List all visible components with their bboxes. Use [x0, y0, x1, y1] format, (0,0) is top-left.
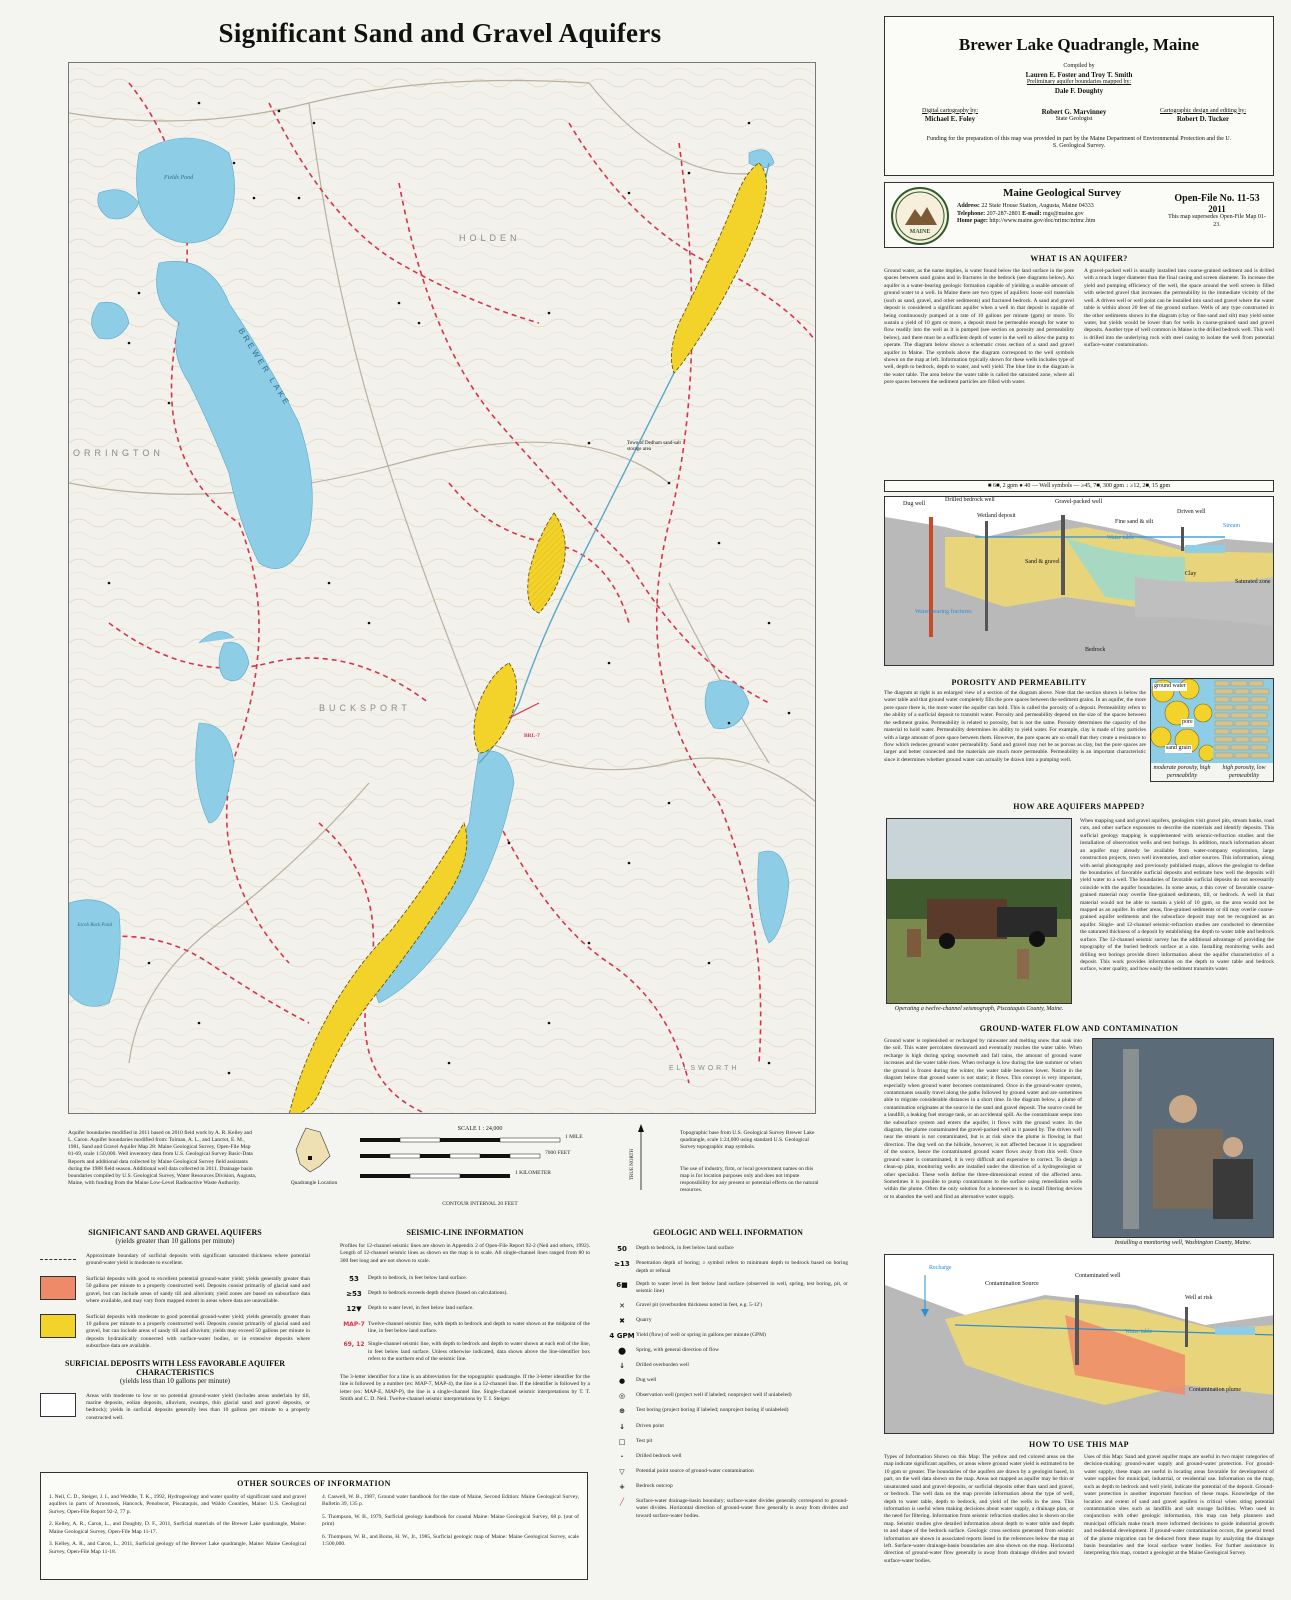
scale-feet: 7000 FEET: [545, 1150, 571, 1156]
reference-item: 2. Kelley, A. R., Caron, L., and Doughty, D. F., 2011, Surficial materials of the Brewer Lake quadrangle, Maine: Maine Geological Survey, Open-File Map 11-17.: [49, 1521, 306, 1535]
use-paragraph: Types of Information Shown on this Map: The yellow and red colored areas on the map indicate significant aquifers, or areas where ground water yield is estimated to be 10 gpm or greater. The boundaries of the aquifers are drawn by a geologist based, in part, on the well data shown on the map. Areas not mapped as aquifer may be thin or unsaturated sand and gravel deposits, or surficial deposits other than sand and gravel, or bedrock. The well data on the map provide information about the type of well, depth to water table, depth to bedrock, and yield of the wells in the area. This information is useful when making decisions about water supply, a drainage plan, or the need for filtering. Information from seismic refraction studies also is shown on the map. Seismic studies give detailed information about depth to water table and depth to and shape of the bedrock surface. Geologic cross sections generated from seismic information are shown in associated reports listed in the references below the map at left. Surface-water drainage-basin boundaries are also shown on the map. Horizontal direction of ground-water flow generally is away from drainage divides and toward surface-water bodies.: [884, 1454, 1074, 1564]
seismic-text: Depth to bedrock, in feet below land surface.: [368, 1275, 468, 1282]
legend-yellow-text: Surficial deposits with moderate to good potential ground-water yield; yields generally greater than 10 gallons per minute to a properly constructed well. Deposits consist primarily of glacial sand and gravel, but can include areas of sandy till and alluvium; yields may exceed 50 gallons per minute in deposits hydraulically connected with surface-water bodies, or in extensive deposits where subsurface data are available.: [86, 1313, 310, 1350]
carto-name: Robert D. Tucker: [1176, 115, 1230, 123]
survey-homepage[interactable]: http://www.maine.gov/doc/nrimc/nrimc.htm: [989, 218, 1096, 224]
label-ground-water: ground water: [1154, 683, 1186, 689]
digital-label: Digital cartography by:: [922, 107, 978, 114]
seismic-item: [340, 1305, 590, 1314]
fields-pond-label: Fields Pond: [164, 175, 194, 181]
aquifer-text: [884, 268, 1274, 387]
section-groundwater-flow: GROUND-WATER FLOW AND CONTAMINATION: [979, 1024, 1179, 1033]
geologic-text: Potential point source of ground-water contamination: [636, 1467, 754, 1474]
aquifer-map[interactable]: [68, 62, 816, 1114]
red-swatch: [40, 1276, 76, 1300]
contour-interval: CONTOUR INTERVAL 20 FEET: [442, 1200, 518, 1207]
title-block: [884, 16, 1274, 176]
geologic-symbol: ◎: [618, 1392, 626, 1401]
label-pore: pore: [1182, 719, 1193, 725]
how-to-use-text: [884, 1454, 1274, 1565]
survey-address: 22 State House Station, Augusta, Maine 04333: [981, 203, 1094, 209]
label-wetland: Wetland deposit: [977, 513, 1016, 519]
homepage-label: Home page:: [957, 218, 988, 224]
geologic-text: Depth to water level in feet below land surface (observed in well, spring, test boring, pit, or seismic line): [636, 1280, 848, 1295]
label-drilled-bedrock: Drilled bedrock well: [945, 497, 995, 503]
geologic-item: [608, 1347, 848, 1356]
email-label: E-mail:: [1022, 210, 1042, 217]
reference-item: 3. Kelley, A. R., and Caron, L., 2011, Surficial geology of the Brewer Lake quadrangle, Maine: Maine Geological Survey, Open-File Map 11-18.: [49, 1541, 306, 1555]
geologic-item: [608, 1438, 848, 1447]
scale-title: SCALE 1 : 24,000: [457, 1126, 503, 1132]
geologic-item: [608, 1245, 848, 1254]
legend-white-text: Areas with moderate to low or no potential ground-water yield (includes areas underlain by till, marine deposits, eolian deposits, alluvium, swamps, thin glacial sand and gravel deposits, or bedrock); yields in surficial deposits generally less than 10 gallons per minute to a properly constructed well.: [86, 1392, 310, 1421]
legend-less-title: SURFICIAL DEPOSITS WITH LESS FAVORABLE AQUIFER CHARACTERISTICS: [64, 1358, 286, 1377]
seismic-symbol: 53: [349, 1275, 359, 1284]
label-well-at-risk: Well at risk: [1185, 1295, 1213, 1301]
section-what-is-aquifer: WHAT IS AN AQUIFER?: [1030, 254, 1128, 263]
geologic-symbol: 50: [617, 1245, 627, 1253]
geologic-item: [608, 1281, 848, 1296]
geologic-symbol: ▽: [619, 1467, 625, 1476]
open-file-year: 2011: [1208, 204, 1226, 214]
geologic-item: [608, 1260, 848, 1275]
geologic-item: [608, 1392, 848, 1401]
quad-location-map: [286, 1126, 336, 1176]
survey-telephone: 207-287-2801: [986, 210, 1021, 217]
seismic-text: Depth to bedrock exceeds depth shown (based on calculations).: [368, 1290, 508, 1297]
seismic-note: The 3-letter identifier for a line is an abbreviation for the topographic quadrangle. If the 3-letter identifier for the line is followed by a number (ex: MAP-7, MAP-4), the line is a 12-channel line. If the identifier is followed by a letter (ex: MAP-E, MAP-P), the line is a single-channel line. Single-channel seismic interpretations by T. T. Smith and C. D. Neil. Twelve-channel seismic interpretations by T. I. Steiger.: [340, 1373, 590, 1402]
label-contaminated-well: Contaminated well: [1075, 1273, 1121, 1279]
section-how-mapped: HOW ARE AQUIFERS MAPPED?: [1013, 802, 1145, 811]
prelim-name: Dale F. Doughty: [1054, 86, 1104, 95]
geologic-symbol: ╱: [619, 1498, 625, 1506]
orrington-label: ORRINGTON: [73, 448, 164, 458]
reference-item: 5. Thompson, W. B., 1979, Surficial geology handbook for coastal Maine: Maine Geological Survey, 68 p. (out of print): [322, 1513, 579, 1528]
monitoring-well-photo: [1092, 1038, 1274, 1238]
label-dug-well: Dug well: [903, 501, 926, 507]
mapped-paragraph: When mapping sand and gravel aquifers, geologists visit gravel pits, stream banks, road cuts, and other surface exposures to describe the materials and identify deposits. This surficial geology mapping is supplemented with seismic-refraction studies and the installation of observation wells and test borings. In addition, much information about an aquifer may already be available from water-company exploration, large construction projects, town well inventories, and other sources. This information, along with aerial photography and previously published maps, allows the geologist to define the boundaries of favorable surficial deposits and estimate how well the deposits will yield water to a well. The boundaries of favorable surficial deposits do not necessarily coincide with the aquifer boundaries. In some areas, a thin cover of favorable coarse-grained material may overlie fine-grained sediments, till, or bedrock. A well in that material would not be able to sustain a yield of 10 gpm, so the area would not be mapped as an aquifer. In other areas, fine-grained sediments or till may overlie coarse-grained aquifer sediments and the subsurface deposit may not be recognized as an aquifer. Single- and 12-channel seismic-refraction studies are conducted to determine the saturated thickness of a deposit by establishing the depth to water table and bedrock surface. The 12-channel seismic survey has the additional advantage of providing the topography of the buried bedrock surface at a site. Installing monitoring wells and drilling test borings provide direct information about the aquifer characteristics of a deposit. This work provides information on the depth to water table and bedrock surface, water quality, and how easily the sediment transmits water.: [1080, 818, 1274, 973]
prelim-label: Preliminary aquifer boundaries mapped by:: [1026, 79, 1132, 86]
other-sources-title: OTHER SOURCES OF INFORMATION: [237, 1479, 391, 1488]
legend-yellow: [40, 1314, 310, 1351]
seismic-symbol: ≥53: [346, 1290, 362, 1299]
legend-title: SIGNIFICANT SAND AND GRAVEL AQUIFERS: [88, 1228, 262, 1237]
survey-seal: [891, 187, 949, 245]
topo-base-note: Topographic base from U.S. Geological Survey Brewer Lake quadrangle, scale 1:24,000 using standard U.S. Geological Survey topographic map symbols.: [680, 1130, 815, 1151]
seismic-intro: Profiles for 12-channel seismic lines are shown in Appendix 2 of Open-File Report 92-2 (Neil and others, 1992). Length of 12-channel seismic lines as shown on the map is to scale. All single-channel lines ranged from 80 to 300 feet long and are not shown to scale.: [340, 1243, 590, 1264]
label-contamination-source: Contamination Source: [985, 1281, 1039, 1287]
porosity-diagram: [1150, 678, 1274, 782]
geologic-text: Spring, with general direction of flow: [636, 1347, 720, 1354]
geologic-list: [608, 1245, 848, 1520]
aquifer-legend: [40, 1228, 310, 1430]
scale-km: 1 KILOMETER: [515, 1170, 551, 1176]
seismograph-photo: [886, 818, 1072, 1004]
geologic-symbol: 4 GPM: [609, 1331, 635, 1340]
geologic-text: Depth to bedrock, in feet below land surface: [636, 1245, 734, 1251]
geologic-symbol: ✕: [619, 1301, 625, 1310]
seismic-item: [340, 1321, 590, 1336]
reference-item: 1. Neil, C. D., Steiger, J. I., and Weddle, T. K., 1992, Hydrogeology and water quality of significant sand and gravel aquifers in parts of Aroostook, Hancock, Penobscot, Piscataquis, and Waldo Counties, Maine: U.S. Geological Survey, Open-File Report 92-2, 77 p.: [49, 1494, 306, 1515]
geologic-symbol: ⬤: [618, 1347, 626, 1356]
compiled-by-label: Compiled by: [1063, 63, 1095, 69]
geologic-text: Penetration depth of boring; ≥ symbol refers to minimum depth to bedrock based on boring depth or refusal: [636, 1260, 848, 1274]
geologic-symbol: ≥13: [614, 1260, 630, 1269]
seismic-symbol: MAP-7: [343, 1320, 365, 1328]
geologic-text: Dug well: [636, 1377, 657, 1384]
cross-section-diagram: [885, 497, 1274, 666]
survey-block: [884, 182, 1274, 248]
label-stream: Stream: [1223, 523, 1240, 529]
geologic-text: Test pit: [636, 1437, 653, 1444]
legend-boundary-text: Approximate boundary of surficial deposits with significant saturated thickness where potential ground-water yield is moderate to excellent.: [86, 1253, 310, 1267]
seismic-text: Depth to water level, in feet below land surface.: [368, 1305, 474, 1312]
label-water-table-2: Water table: [1125, 1329, 1153, 1335]
geologic-item: [608, 1332, 848, 1341]
boundary-swatch: [40, 1259, 76, 1260]
true-north-label: TRUE NORTH: [630, 1148, 635, 1180]
geologic-text: Driven point: [636, 1422, 664, 1429]
geologic-text: Observation well (project well if labeled; nonproject well if unlabeled): [636, 1392, 792, 1399]
geologic-item: [608, 1423, 848, 1432]
aquifer-paragraph: Ground water, as the name implies, is water found below the land surface in the pore spaces between sand grains and in fractures in the bedrock (see diagrams below). An aquifer is a water-bearing geologic formation capable of yielding a usable amount of ground water to a well. In Maine there are two types of aquifers: loose soil materials (such as sand, gravel, and other sediments) and fractured bedrock. A sand and gravel deposit is considered a significant aquifer when a well in that deposit is capable of being continuously pumped at a rate of 10 gallons per minute (gpm) or more. To sustain a yield of 10 gpm or more, a deposit must be permeable enough for water to flow readily into the well as it is pumped (see section on porosity and permeability below), and there must be a sufficient depth of water in the well to allow the pump to operate. The diagram below shows a schematic cross section of a sand and gravel aquifer in Maine. The symbols above the diagram correspond to the well symbols shown on the map at left. Information typically shown for these wells includes type of well, depth to bedrock, depth to water, and well yield. The blue line in the diagram is the water table. The area below the water table is called the saturated zone, where all pore spaces between the sediment particles are filled with water.: [884, 268, 1074, 386]
geologic-text: Yield (flow) of well or spring in gallons per minute (GPM): [636, 1331, 766, 1338]
legend-red: [40, 1276, 310, 1306]
legend-less-subtitle: (yields less than 10 gallons per minute): [119, 1376, 231, 1385]
label-recharge: Recharge: [929, 1265, 952, 1271]
scale-mile: 1 MILE: [565, 1134, 583, 1140]
contamination-svg: [885, 1255, 1274, 1434]
label-contamination-plume: Contamination plume: [1188, 1387, 1242, 1393]
ellsworth-label: ELLSWORTH: [669, 1065, 740, 1072]
geologic-text: Surface-water drainage-basin boundary; surface-water divides generally correspond to ground-water divides. Horizontal direction of ground-water flow generally is away from divides and toward surface-water bodies.: [636, 1498, 848, 1519]
quad-title: Brewer Lake Quadrangle, Maine: [958, 35, 1200, 54]
porosity-paragraph: The diagram at right is an enlarged view of a section of the diagram above. Note that the section shown is below the water table and that ground water completely fills the pore spaces between the sediment grains. In an aquifer, the more pore space there is, the more water the aquifer can hold. This is called the porosity of a deposit. Permeability refers to the ability of a surficial deposit to transmit water. Porosity and permeability depend on the size of the spaces between the sediment grains. Permeability is related to porosity, but is not the same. Porosity determines the capacity of the material to hold water. Permeability determines its ability to yield water. For example, clay is made of tiny particles with a large amount of pore space between them. However, the pore spaces are so small that they create a resistance to flow which reduces ground water permeability. Sand and gravel may not be as porous as clay, but the pore spaces are larger and better connected and the materials are much more permeable. Permeability is an important characteristic since it determines whether ground water can actually be drawn into a pumping well.: [884, 690, 1146, 763]
geologic-item: [608, 1302, 848, 1311]
seismic-label: BRL-7: [524, 733, 540, 739]
label-sand-gravel: Sand & gravel: [1025, 559, 1060, 565]
geologic-item: [608, 1468, 848, 1477]
supersedes-note: This map supersedes Open-File Map 01-23.: [1168, 214, 1266, 228]
reference-item: 6. Thompson, W. B., and Borns, H. W., Jr., 1985, Surficial geologic map of Maine: Maine Geological Survey, scale 1:500,000.: [322, 1533, 579, 1548]
seismic-item: [340, 1275, 590, 1284]
geologic-text: Test boring (project boring if labeled; nonproject boring if unlabeled): [636, 1407, 789, 1414]
aquifer-paragraph: A gravel-packed well is usually installed into coarse-grained sediment and is drilled with a much larger diameter than the final casing and screen diameter. To increase the yield and pumping efficiency of the well, the space around the well screen is filled with selected gravel that increases the permeability in the immediate vicinity of the well. A driven well or well point can be installed into sand and gravel where the water table is within about 20 feet of the ground surface. Wells of any type constructed in the other sediments shown in the diagram (clay or fine sand and silt) may yield some water, but yields would be lower than for wells in coarse-grained sand and gravel deposits. Another type of well common in Maine is the drilled bedrock well. This well is drilled into the underlying rock with steel casing to isolate the well from potential surface-water contamination.: [1084, 268, 1274, 349]
scale-bar: [360, 1126, 600, 1208]
holden-label: HOLDEN: [459, 233, 521, 243]
jacob-buck-label: Jacob Buck Pond: [77, 923, 112, 928]
geologic-item: [608, 1362, 848, 1371]
photo1-caption: Operating a twelve-channel seismograph, Piscataquis County, Maine.: [894, 1006, 1064, 1012]
section-how-to-use: HOW TO USE THIS MAP: [1029, 1440, 1129, 1449]
seismic-symbol: 69, 12: [343, 1341, 365, 1349]
reference-item: 4. Caswell, W. B., 1987, Ground water handbook for the state of Maine, Second Edition: Maine Geological Survey, Bulletin 39, 135 p.: [322, 1494, 579, 1508]
open-file-number: Open-File No. 11-53: [1174, 193, 1260, 204]
bucksport-label: BUCKSPORT: [319, 703, 411, 713]
survey-email[interactable]: mgs@maine.gov: [1042, 210, 1084, 217]
geologic-item: [608, 1407, 848, 1416]
geologic-symbol: ·: [620, 1452, 624, 1461]
legend-boundary: [40, 1253, 310, 1268]
label-bedrock: Bedrock: [1085, 647, 1106, 653]
label-clay: Clay: [1185, 571, 1197, 577]
label-driven-well: Driven well: [1177, 509, 1206, 515]
label-high: high porosity, low permeability: [1222, 765, 1266, 779]
yellow-swatch: [40, 1314, 76, 1338]
brewer-lake-label: BREWER LAKE: [236, 326, 293, 409]
legend-red-text: Surficial deposits with good to excellent potential ground-water yield; yields generally greater than 50 gallons per minute to a properly constructed well. Deposits consist primarily of glacial sand and gravel, but can include areas of sandy till and alluvium; yield zones are based on subsurface data where available, and may vary from mapped extent in areas where data are unavailable.: [86, 1275, 310, 1305]
geologic-symbol: +: [619, 1482, 625, 1491]
label-fine-sand: Fine sand & silt: [1115, 519, 1154, 525]
geologic-item: [608, 1453, 848, 1462]
geologic-text: Quarry: [636, 1316, 652, 1323]
geologic-item: [608, 1377, 848, 1386]
seismic-title: SEISMIC-LINE INFORMATION: [406, 1228, 524, 1237]
geologic-item: [608, 1483, 848, 1492]
map-canvas: [69, 63, 816, 1114]
geologic-text: Drilled overburden well: [636, 1362, 689, 1369]
seismic-legend: [340, 1228, 590, 1403]
legend-subtitle: (yields greater than 10 gallons per minute): [115, 1237, 235, 1245]
seismic-text: Twelve-channel seismic line, with depth to bedrock and depth to water shown at the midpoint of the line, in feet below land surface.: [368, 1320, 590, 1334]
flow-paragraph: Ground water is replenished or recharged by rainwater and melting snow that soak into the soil. This water percolates downward and eventually reaches the water table. When recharge is high during spring snowmelt and fall rains, the amount of ground water increases and the water table rises. When recharge is low during the late summer or when the ground is frozen during the winter, the water table becomes lower. Notice in the diagram below that ground water is not static; it flows. This concept is very important, especially when ground water becomes contaminated. Once in the ground-water system, contaminants usually travel along the paths followed by ground water and are sometimes able to migrate considerable distances in a short time. In the diagram below, a plume of contamination originates at the source in the sand and gravel deposit. The source could be a landfill, a leaking fuel storage tank, or an accidental spill. As the contaminant seeps into the subsurface system and enters the aquifer, it flows with the ground water. In the diagram, the plume contaminated the gravel-packed well as it passed by. The driven well near the stream is not contaminated, but is at risk since the plume is flowing in that direction. The dug well on the hillside, however, is not affected because it is upgradient of the source, hence the contaminated ground water flows away from this well. Once ground water is contaminated, it is very difficult and expensive to correct. To design a clean-up plan, monitoring wells are installed under the direction of a hydrogeologist or other specialist. These wells define the three-dimensional extent of the affected area. Sometimes it is possible to pump contaminants to the surface using remediation wells within the plume. Often the only solution for a homeowner is to install filtering devices or to abandon the well and find an alternative water supply.: [884, 1038, 1082, 1200]
address-label: Address:: [957, 203, 980, 209]
contamination-diagram: [884, 1254, 1274, 1434]
map-title: Significant Sand and Gravel Aquifers: [218, 18, 662, 48]
geologic-symbol: □: [618, 1437, 626, 1446]
map-credit-note: Aquifer boundaries modified in 2011 based on 2010 field work by A. R. Kelley and L. Caron. Aquifer boundaries modified from: Tolman, A. L., and Lanctot, E. M., 1981, Sand and Gravel Aquifer Map 28: Maine Geological Survey, Open-File Map 81-69, scale 1:50,000. Well inventory data from U.S. Geological Survey Basic-Data Reports and additional data collected by Maine Geological Survey field assistants during the 1988 field season. Additional well data collected in 2011. Drainage basin boundaries compiled by U.S. Geological Survey, Water Resources Division, Augusta, Maine, with funding from the Maine Low-Level Radioactive Waste Authority.: [68, 1130, 257, 1186]
geologist-title: State Geologist: [1055, 116, 1093, 123]
label-water-fractures: Water-bearing fractures: [915, 609, 972, 615]
other-sources-box: [40, 1472, 588, 1580]
funding-note: Funding for the preparation of this map was provided in part by the Maine Department of Environmental Protection and the U. S. Geological Survey.: [926, 135, 1232, 150]
geologic-legend: [608, 1228, 848, 1526]
geologic-symbol: ✖: [619, 1316, 625, 1325]
geologic-item: [608, 1498, 848, 1520]
label-sand-grain: sand grain: [1166, 745, 1191, 751]
seismic-symbol: 12▼: [346, 1305, 362, 1314]
geologic-symbol: ⊕: [619, 1407, 625, 1416]
geologic-symbol: ●: [618, 1377, 626, 1386]
north-arrow: [636, 1124, 646, 1194]
legend-white: [40, 1393, 310, 1423]
well-symbols-bar: ■ 6■, 2 gpm ● 40 — Well symbols — ≥45, 7■, 300 gpm ↓ ≥12, 2■, 15 gpm: [884, 480, 1274, 492]
label-moderate: moderate porosity, high permeability: [1153, 765, 1211, 779]
telephone-label: Telephone:: [957, 210, 986, 217]
jacob-buck-pond: [69, 900, 120, 1007]
compilers: Lauren E. Foster and Troy T. Smith: [1025, 70, 1133, 79]
aquifer-cross-section: [884, 496, 1274, 666]
geologic-text: Gravel pit (overburden thickness noted in feet, e.g. 5-12'): [636, 1301, 763, 1308]
seismic-text: Single-channel seismic line, with depth to bedrock and depth to water shown at each end of the line, in feet below land surface. Unless otherwise indicated, data shown above the line-identifier box refers to the northern end of the seismic line.: [368, 1341, 590, 1363]
white-swatch: [40, 1393, 76, 1417]
survey-name: Maine Geological Survey: [1003, 187, 1121, 199]
geologic-text: Drilled bedrock well: [636, 1452, 682, 1459]
carto-label: Cartographic design and editing by:: [1160, 107, 1246, 114]
dedham-label: Town of Dedham sand-salt storage area: [627, 441, 681, 452]
disclaimer-note: The use of industry, firm, or local government names on this map is for location purposes only and does not impute responsibility for any present or potential effects on the natural resources.: [680, 1166, 819, 1194]
label-water-table: Water table: [1107, 535, 1135, 541]
geologic-symbol: 6■: [616, 1280, 628, 1289]
seal-text: MAINE: [909, 229, 931, 235]
geologic-title: GEOLOGIC AND WELL INFORMATION: [653, 1228, 803, 1237]
geologic-symbol: ↓: [619, 1362, 625, 1371]
seismic-item: [340, 1341, 590, 1363]
digital-name: Michael E. Foley: [924, 115, 976, 123]
quad-location-label: Quadrangle Location: [290, 1180, 338, 1186]
photo2-caption: Installing a monitoring well, Washington County, Maine.: [1114, 1240, 1252, 1246]
label-gravel-packed: Gravel-packed well: [1055, 499, 1103, 505]
use-paragraph: Uses of this Map: Sand and gravel aquifer maps are useful in two major categories of decision-making: ground-water supply and ground-water protection. For ground-water supply, these maps are useful in locating areas favorable for development of water supplies for municipal, industrial, or residential use. Information on the map, such as depth to bedrock and well yield, indicate the potential of the deposit. Ground-water protection is another important function of these maps. Knowledge of the location and extent of sand and gravel aquifers is critical when siting potential contamination sites such as landfills and salt storage facilities. When used in conjunction with other geologic information, this map can help planners and municipal officials make much more informed decisions to guide industrial growth and residential development. If ground-water contamination occurs, the general trend of the plume migration can be deduced from these maps by analyzing the drainage basin boundaries and the local surface water bodies. For further assistance in interpreting this map, contact a geologist at the Maine Geological Survey.: [1084, 1454, 1274, 1557]
geologic-text: Bedrock outcrop: [636, 1482, 673, 1489]
label-saturated: Saturated zone: [1235, 579, 1271, 585]
geologist-name: Robert G. Marvinney: [1041, 107, 1107, 116]
seismic-item: [340, 1290, 590, 1299]
geologic-item: [608, 1317, 848, 1326]
geologic-symbol: ↓: [619, 1422, 625, 1431]
section-porosity: POROSITY AND PERMEABILITY: [951, 678, 1087, 687]
